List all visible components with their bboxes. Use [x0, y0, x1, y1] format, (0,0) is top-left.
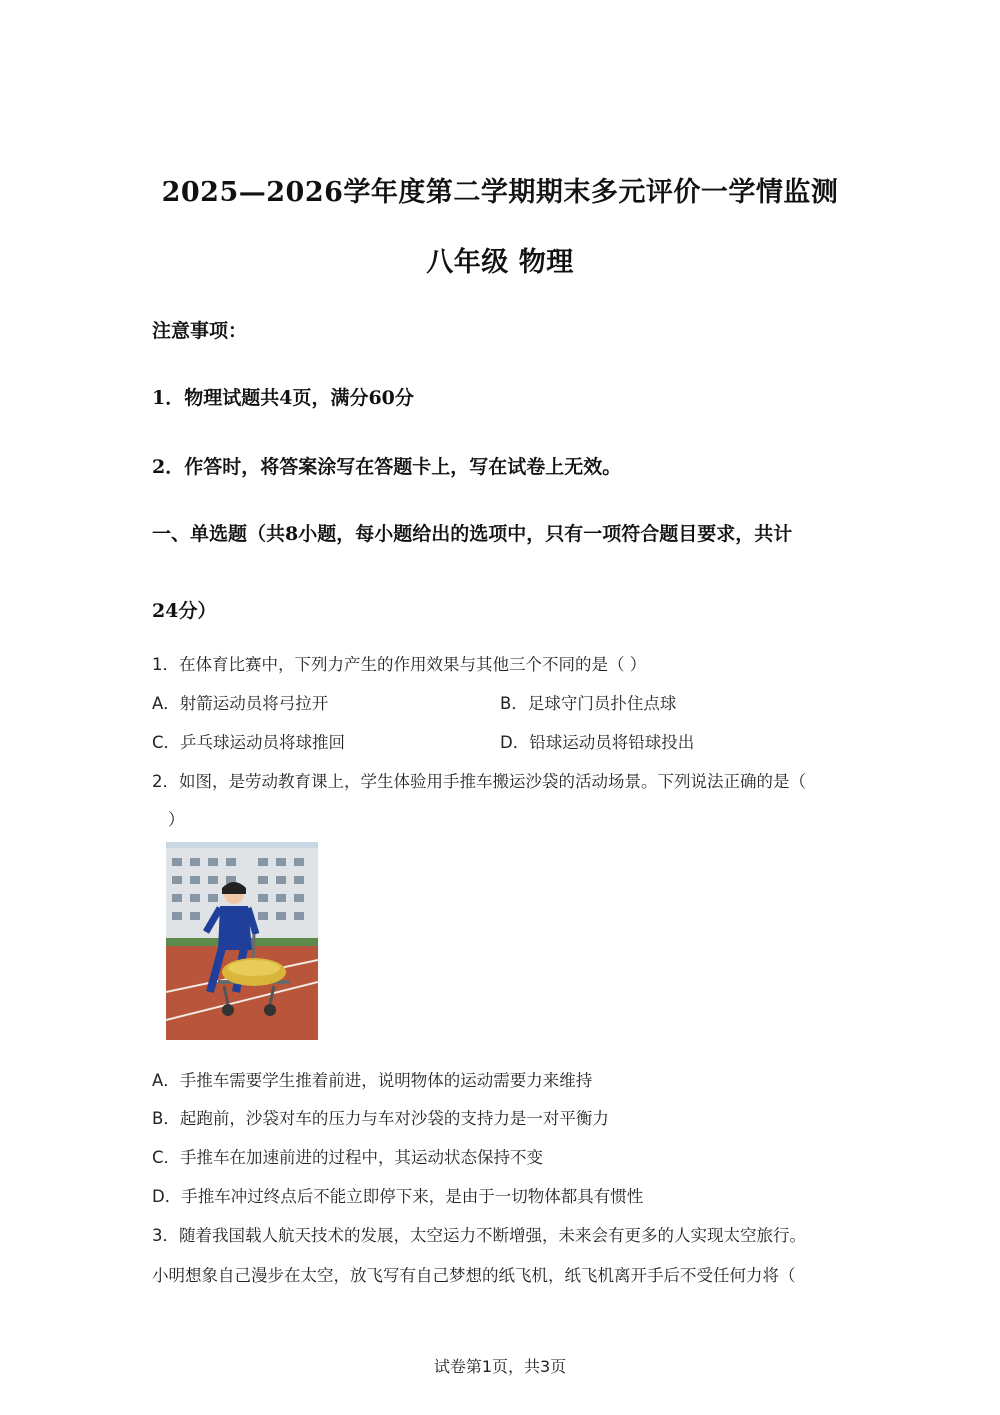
q2-option-d: D．手推车冲过终点后不能立即停下来，是由于一切物体都具有惯性	[152, 1187, 644, 1206]
note-item-2: 2．作答时，将答案涂写在答题卡上，写在试卷上无效。	[152, 456, 622, 478]
q3-stem-cont: 小明想象自己漫步在太空，放飞写有自己梦想的纸飞机，纸飞机离开手后不受任何力将（	[152, 1266, 796, 1285]
q2-option-c: C．手推车在加速前进的过程中，其运动状态保持不变	[152, 1148, 544, 1167]
section-heading-cont: 24分）	[152, 600, 217, 622]
q1-option-a: A．射箭运动员将弓拉开	[152, 694, 329, 713]
q2-stem: 2．如图，是劳动教育课上，学生体验用手推车搬运沙袋的活动场景。下列说法正确的是（	[152, 772, 806, 791]
trolley-scene-illustration	[166, 842, 318, 1040]
q2-stem-cont: ）	[168, 810, 185, 829]
q1-option-b: B．足球守门员扑住点球	[500, 694, 677, 713]
q1-option-c: C．乒乓球运动员将球推回	[152, 733, 346, 752]
q3-stem: 3．随着我国载人航天技术的发展，太空运力不断增强，未来会有更多的人实现太空旅行。	[152, 1226, 806, 1245]
notes-heading: 注意事项：	[152, 320, 248, 342]
q1-option-d: D．铅球运动员将铅球投出	[500, 733, 695, 752]
exam-title: 2025—2026学年度第二学期期末多元评价一学情监测	[161, 177, 839, 208]
q2-option-b: B．起跑前，沙袋对车的压力与车对沙袋的支持力是一对平衡力	[152, 1109, 609, 1128]
section-heading: 一、单选题（共8小题，每小题给出的选项中，只有一项符合题目要求，共计	[152, 523, 793, 545]
q2-option-a: A．手推车需要学生推着前进，说明物体的运动需要力来维持	[152, 1071, 593, 1090]
page-footer: 试卷第1页，共3页	[433, 1357, 567, 1376]
exam-subtitle: 八年级 物理	[426, 247, 574, 278]
note-item-1: 1．物理试题共4页，满分60分	[152, 387, 414, 409]
q1-stem: 1．在体育比赛中，下列力产生的作用效果与其他三个不同的是（ ）	[152, 655, 647, 674]
trolley-photo	[166, 842, 318, 1040]
